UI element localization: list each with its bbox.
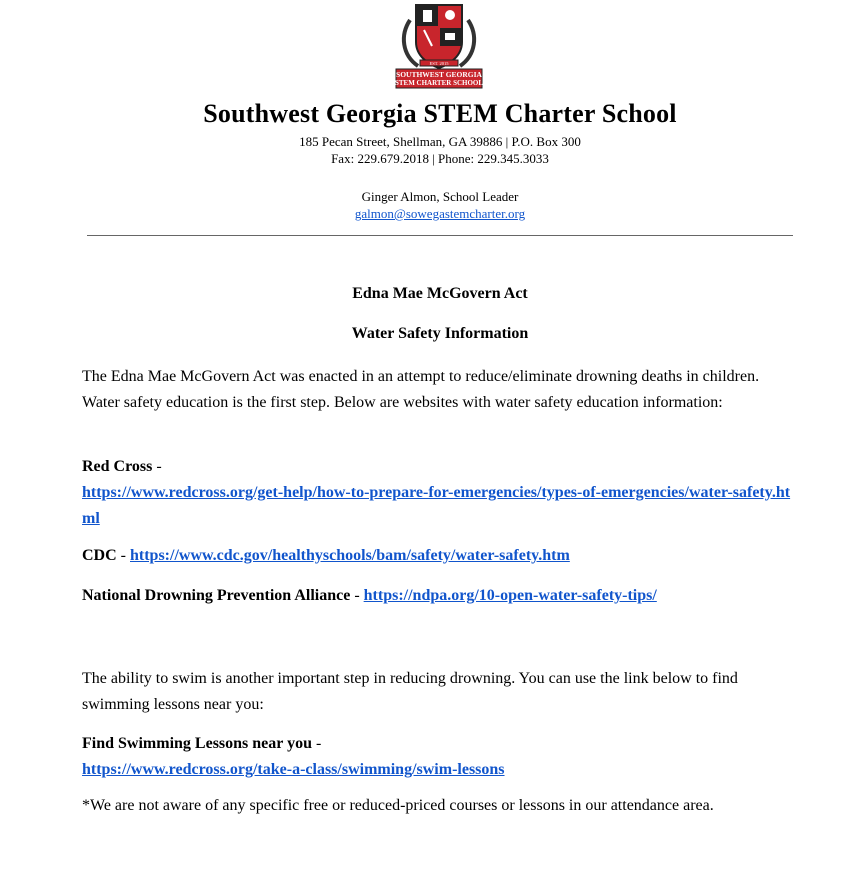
resource-label: National Drowning Prevention Alliance — [82, 587, 351, 604]
ndpa-link[interactable]: https://ndpa.org/10-open-water-safety-tips/ — [363, 587, 657, 604]
header-divider — [87, 235, 793, 236]
contact-line: Fax: 229.679.2018 | Phone: 229.345.3033 — [331, 151, 549, 166]
resource-swim-lessons — [82, 731, 798, 783]
swim-paragraph: The ability to swim is another important step in reducing drowning. You can use the link below to find swimming lessons near you: — [82, 670, 738, 713]
resource-label: CDC — [82, 547, 117, 564]
resource-separator: - — [116, 547, 130, 564]
logo-ribbon-text: EST. 2015 — [429, 61, 449, 66]
resource-label: Red Cross — [82, 458, 153, 475]
cdc-link[interactable]: https://www.cdc.gov/healthyschools/bam/safety/water-safety.htm — [130, 547, 570, 564]
act-title: Edna Mae McGovern Act — [352, 285, 528, 302]
resource-separator: - — [311, 735, 322, 752]
resource-label: Find Swimming Lessons near you — [82, 735, 312, 752]
swim-lessons-link[interactable]: https://www.redcross.org/take-a-class/swimming/swim-lessons — [82, 761, 505, 778]
red-cross-link[interactable]: https://www.redcross.org/get-help/how-to-prepare-for-emergencies/types-of-emergencies/water-safety.html — [82, 484, 791, 527]
resource-ndpa — [82, 583, 798, 609]
leader-email-link[interactable]: galmon@sowegastemcharter.org — [354, 206, 526, 221]
act-subtitle: Water Safety Information — [351, 325, 529, 342]
school-logo — [388, 0, 490, 90]
intro-paragraph: The Edna Mae McGovern Act was enacted in an attempt to reduce/eliminate drowning deaths in children. Water safety education is the first step. Below are websites with water safety education information: — [82, 368, 760, 411]
resource-separator: - — [152, 458, 162, 475]
logo-banner-bottom: STEM CHARTER SCHOOL — [394, 79, 484, 87]
resource-separator: - — [350, 587, 364, 604]
address-line: 185 Pecan Street, Shellman, GA 39886 | P.O. Box 300 — [299, 134, 581, 149]
logo-banner-top: SOUTHWEST GEORGIA — [396, 70, 482, 79]
school-name: Southwest Georgia STEM Charter School — [203, 99, 677, 128]
resource-cdc — [82, 543, 798, 569]
resource-red-cross — [82, 454, 798, 532]
footnote: *We are not aware of any specific free or reduced-priced courses or lessons in our attendance area. — [82, 797, 714, 814]
leader-line: Ginger Almon, School Leader — [361, 189, 519, 204]
